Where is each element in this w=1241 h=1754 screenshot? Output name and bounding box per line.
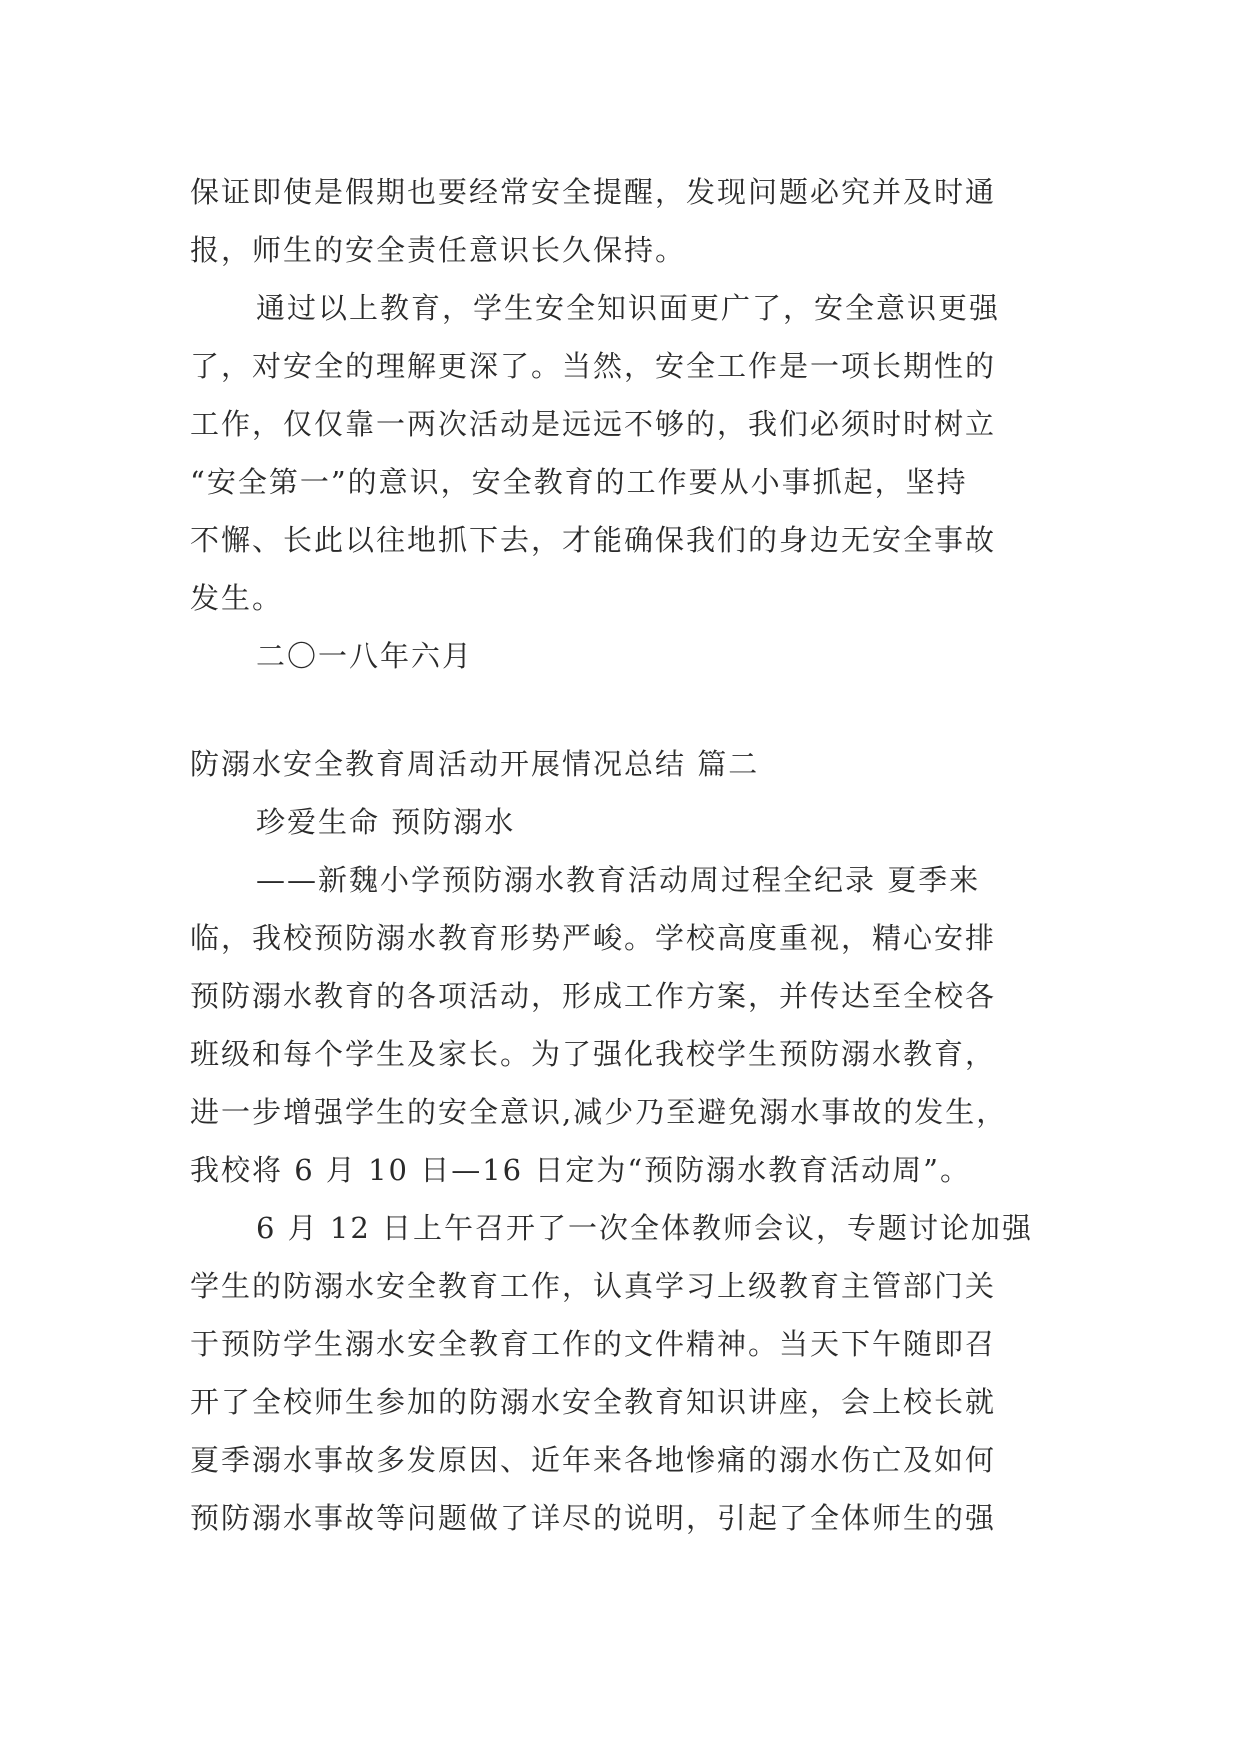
text-line: 夏季溺水事故多发原因、近年来各地惨痛的溺水伤亡及如何 bbox=[190, 1443, 997, 1477]
section-subtitle: 珍爱生命 预防溺水 bbox=[256, 805, 516, 839]
text-line: 于预防学生溺水安全教育工作的文件精神。当天下午随即召 bbox=[190, 1327, 997, 1361]
text-line: 班级和每个学生及家长。为了强化我校学生预防溺水教育， bbox=[190, 1037, 997, 1071]
paragraph-intro bbox=[190, 851, 1070, 1199]
text-line: 开了全校师生参加的防溺水安全教育知识讲座，会上校长就 bbox=[190, 1385, 997, 1419]
text-line: 了，对安全的理解更深了。当然，安全工作是一项长期性的 bbox=[190, 349, 997, 383]
text-line: 我校将 6 月 10 日—16 日定为“预防溺水教育活动周”。 bbox=[190, 1153, 971, 1187]
text-line: 报，师生的安全责任意识长久保持。 bbox=[190, 233, 687, 267]
paragraph-summary bbox=[190, 279, 1070, 627]
text-line: 通过以上教育，学生安全知识面更广了，安全意识更强 bbox=[256, 291, 1001, 325]
text-line: 发生。 bbox=[190, 581, 284, 615]
text-line: 进一步增强学生的安全意识,减少乃至避免溺水事故的发生， bbox=[190, 1095, 1008, 1129]
text-line: “安全第一”的意识，安全教育的工作要从小事抓起，坚持 bbox=[190, 465, 968, 499]
text-line: 预防溺水事故等问题做了详尽的说明，引起了全体师生的强 bbox=[190, 1501, 997, 1535]
text-line: 保证即使是假期也要经常安全提醒，发现问题必究并及时通 bbox=[190, 175, 997, 209]
text-line: ——新魏小学预防溺水教育活动周过程全纪录 夏季来 bbox=[256, 863, 981, 897]
text-line: 学生的防溺水安全教育工作，认真学习上级教育主管部门关 bbox=[190, 1269, 997, 1303]
text-line: 6 月 12 日上午召开了一次全体教师会议，专题讨论加强 bbox=[256, 1211, 1034, 1245]
text-line: 工作，仅仅靠一两次活动是远远不够的，我们必须时时树立 bbox=[190, 407, 997, 441]
text-line: 临，我校预防溺水教育形势严峻。学校高度重视，精心安排 bbox=[190, 921, 997, 955]
document-date: 二〇一八年六月 bbox=[256, 639, 474, 673]
text-line: 预防溺水教育的各项活动，形成工作方案，并传达至全校各 bbox=[190, 979, 997, 1013]
section-title: 防溺水安全教育周活动开展情况总结 篇二 bbox=[190, 747, 760, 781]
text-line: 不懈、长此以往地抓下去，才能确保我们的身边无安全事故 bbox=[190, 523, 997, 557]
paragraph-continuation bbox=[190, 163, 1070, 279]
paragraph-meeting bbox=[190, 1199, 1070, 1547]
document-body bbox=[190, 163, 1070, 1547]
